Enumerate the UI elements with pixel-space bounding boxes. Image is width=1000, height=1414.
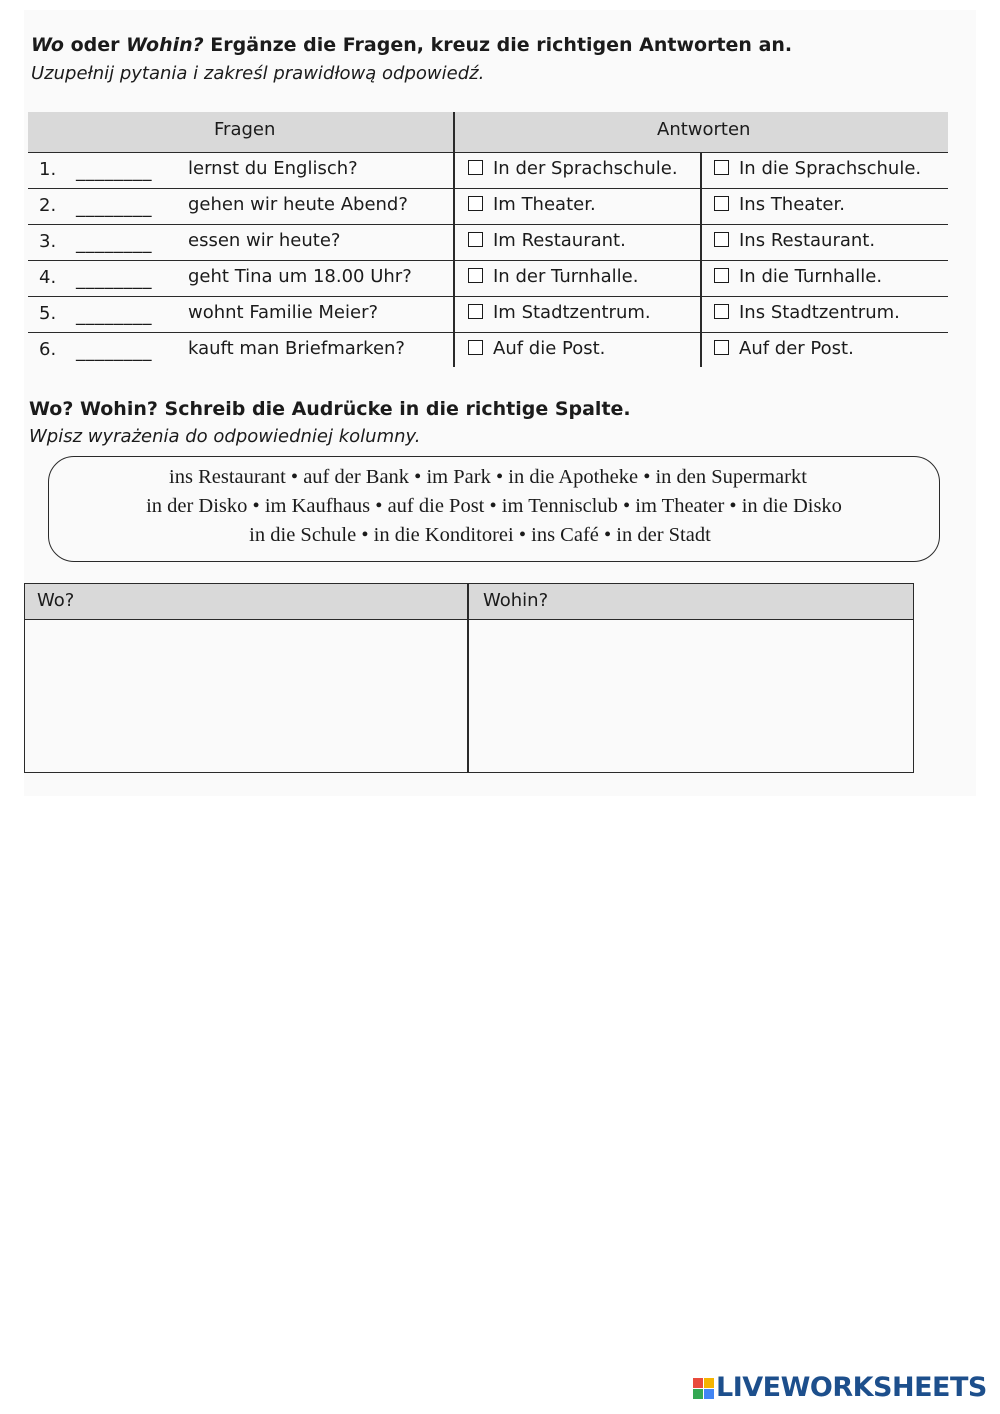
word-bank-line: in der Disko • im Kaufhaus • auf die Post • im Tennisclub • im Theater • in die Disko [146, 495, 842, 517]
question-row [28, 224, 948, 261]
question-blank-field[interactable]: ________ [76, 269, 152, 290]
answer-option-b[interactable] [714, 194, 845, 215]
checkbox-icon[interactable] [714, 340, 729, 355]
question-row [28, 188, 948, 225]
checkbox-icon[interactable] [714, 268, 729, 283]
checkbox-icon[interactable] [468, 232, 483, 247]
column-wo-label: Wo? [37, 590, 75, 611]
word-bank [48, 456, 940, 562]
question-text: lernst du Englisch? [188, 158, 358, 179]
exercise2-title: Wo? Wohin? Schreib die Audrücke in die richtige Spalte. [29, 398, 631, 420]
question-number: 3. [39, 231, 57, 252]
exercise2-subtitle: Wpisz wyrażenia do odpowiedniej kolumny. [29, 426, 421, 447]
question-blank-field[interactable]: ________ [76, 161, 152, 182]
question-blank-field[interactable]: ________ [76, 233, 152, 254]
answer-option-a-label: In der Sprachschule. [493, 158, 678, 179]
word-bank-line: in die Schule • in die Konditorei • ins Café • in der Stadt [249, 524, 711, 546]
answer-option-a[interactable] [468, 158, 678, 179]
question-blank-field[interactable]: ________ [76, 341, 152, 362]
exercise1-title [31, 34, 792, 56]
checkbox-icon[interactable] [468, 196, 483, 211]
answer-option-b-label: Ins Theater. [739, 194, 845, 215]
answer-option-b[interactable] [714, 230, 875, 251]
answer-option-b-label: Ins Restaurant. [739, 230, 876, 251]
question-blank-field[interactable]: ________ [76, 197, 152, 218]
question-text: geht Tina um 18.00 Uhr? [188, 266, 412, 287]
answer-option-a[interactable] [468, 338, 605, 359]
title-wohin: Wohin? [126, 34, 204, 56]
answer-option-a[interactable] [468, 230, 626, 251]
title-rest: Ergänze die Fragen, kreuz die richtigen Antworten an. [203, 34, 793, 56]
column-wohin-label: Wohin? [483, 590, 549, 611]
answer-option-b[interactable] [714, 266, 882, 287]
answer-option-b-label: In die Turnhalle. [739, 266, 883, 287]
title-oder: oder [63, 34, 127, 56]
answer-option-b-label: Auf der Post. [739, 338, 854, 359]
question-text: essen wir heute? [188, 230, 341, 251]
answer-option-a-label: Im Stadtzentrum. [493, 302, 651, 323]
wo-wohin-table [24, 583, 914, 773]
question-number: 5. [39, 303, 57, 324]
column-divider [453, 112, 455, 367]
question-blank-field[interactable]: ________ [76, 305, 152, 326]
answer-option-a-label: Im Theater. [493, 194, 596, 215]
answer-option-b-label: Ins Stadtzentrum. [739, 302, 900, 323]
header-fragen: Fragen [214, 119, 276, 140]
checkbox-icon[interactable] [468, 304, 483, 319]
checkbox-icon[interactable] [468, 160, 483, 175]
checkbox-icon[interactable] [468, 340, 483, 355]
question-text: wohnt Familie Meier? [188, 302, 379, 323]
wo-wohin-table-header [25, 584, 913, 620]
answer-option-a-label: Auf die Post. [493, 338, 606, 359]
liveworksheets-logo-icon [693, 1378, 715, 1400]
exercise1-subtitle: Uzupełnij pytania i zakreśl prawidłową odpowiedź. [31, 63, 485, 84]
questions-table-header [28, 112, 948, 153]
answer-option-a-label: In der Turnhalle. [493, 266, 639, 287]
wo-answer-area[interactable] [25, 620, 467, 772]
question-number: 1. [39, 159, 57, 180]
checkbox-icon[interactable] [714, 232, 729, 247]
logo-text: LIVEWORKSHEETS [716, 1372, 987, 1403]
checkbox-icon[interactable] [468, 268, 483, 283]
answer-option-a[interactable] [468, 266, 638, 287]
word-bank-line: ins Restaurant • auf der Bank • im Park • in die Apotheke • in den Supermarkt [169, 466, 807, 488]
question-number: 6. [39, 339, 57, 360]
header-antworten: Antworten [657, 119, 751, 140]
checkbox-icon[interactable] [714, 160, 729, 175]
question-number: 4. [39, 267, 57, 288]
title-wo: Wo [31, 34, 64, 56]
checkbox-icon[interactable] [714, 304, 729, 319]
question-row [28, 296, 948, 333]
question-row [28, 332, 948, 368]
answer-option-b[interactable] [714, 338, 854, 359]
column-divider [700, 152, 702, 367]
question-number: 2. [39, 195, 57, 216]
question-row [28, 152, 948, 189]
answer-option-a-label: Im Restaurant. [493, 230, 626, 251]
question-row [28, 260, 948, 297]
answer-option-b[interactable] [714, 158, 921, 179]
answer-option-b-label: In die Sprachschule. [739, 158, 922, 179]
answer-option-b[interactable] [714, 302, 900, 323]
question-text: kauft man Briefmarken? [188, 338, 405, 359]
wohin-answer-area[interactable] [469, 620, 913, 772]
answer-option-a[interactable] [468, 302, 651, 323]
questions-table [28, 112, 948, 367]
checkbox-icon[interactable] [714, 196, 729, 211]
answer-option-a[interactable] [468, 194, 596, 215]
question-text: gehen wir heute Abend? [188, 194, 408, 215]
